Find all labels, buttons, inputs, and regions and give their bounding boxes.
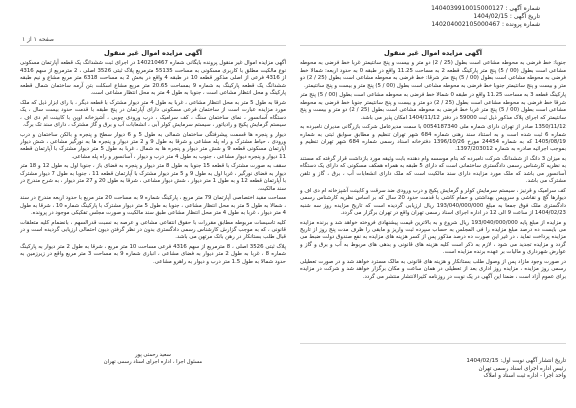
paragraph: شرقا به طول 5 متر به محل انتظار مشاعی ، غربا به طول 4 متر دیوار مشترک با قطعه دیگر ، با رای ابزار ذیل که ملک مورد مزایده عبارت است از ساختمان فرعی مسکونی دارای آپارتمان در پنج طبقه با قدمت حدود بیست سال ، یک دستگاه آسانسور ، نمای ساختمان سنگ ، کف سرامیک ، درب ورودی چوبی ، آشپزخانه اوپن با کابینت ام دی اف ، سیستم گرمایش پکیج و رادیاتور ، سیستم سرمایش کولر آبی ، انشعابات آب و برق و گاز مشترک ، دارای سند تک برگ. <box>20 99 286 129</box>
left-column <box>20 45 286 268</box>
paragraph: پلاک ثبتی 3526 اصلی ، 8 مترمربع از سهم 4316 فرعی مساحت 10 متر مربع ، شرقا به طول 2 متر دیوار به پارکینگ شماره 8 ، غربا به طول 2 متر دیوار به فضای مشاعی ، انباری شماره 9 به مساحت 3 متر مربع واقع در زیرزمین به حدود شمالا به طول 1.5 متر درب و دیوار به راهرو مشاعی. <box>20 243 286 265</box>
paragraph: کف سرامیک و قرنیز ، سیستم سرمایش کولر و گرمایش پکیج و درب ورودی ضد سرقت و کابینت آشپزخانه ام دی اف و دیوارها گچ و نقاشی و سرویس بهداشتی و حمام کاشی با قدمت حدود 20 سال که بر اساس نظریه کارشناس رسمی دادگستری ملک فوق جمعا به مبلغ 193/040/000/000 ریال ارزیابی گردیده است که تاریخ مزایده روز سه شنبه 1404/02/23 از ساعت 9 الی 12 در اداره اجرای اسناد رسمی تهران واقع در تهران برگزار می گردد. <box>300 187 566 217</box>
paragraph: آگهی مزایده اموال غیر منقول پرونده بایگانی شماره 140210467 در اجرای ثبت ششدانگ یک قطعه آپارتمان مسکونی نوع مالکیت مطلق با کاربری مسکونی به مساحت 55135 مترمربع پلاک ثبتی 3526 اصلی ، 2 مترمربع از سهم 4316 از 4316 فرعی از اصلی مذکور قطعه 10 در طبقه 4 واقع در بخش 2 به مساحت 6318 متر مربع مشاع و نیم طبقه ششدانگ یک قطعه پارکینگ به شماره 9 بمساحت 20.65 متر مربع مشاع اسکلت بتن آرمه ساختمان شمال قطعه پارکینگ و محل انتظار مشاعی است ، جنوبا به طول 4 متر به محل انتظار مشاعی است. <box>20 60 286 97</box>
paragraph: جنوبا: خط فرضی به محوطه مشاعی است بطول (25 / 2) دو متر و بیست و پنج سانتیمتر غربا خط فرضی به محوطه مشاعی است بطول (00 / 5) پنج متر پارکینگ قطعه 2 به مساحت 11.25 واقع در طبقه 0 به حدود اربعه: شمالا خط فرضی به محوطه مشاعی است بطول (00 / 5) پنج متر شرقا: خط فرضی به محوطه مشاعی است بطول (25 / 2) دو متر و بیست و پنج سانتیمتر جنوبا خط فرضی به محوطه مشاعی است بطول (00 / 5) پنج متر و بیست و پنج سانتیمتر. <box>300 60 566 89</box>
left-column-title: آگهی مزایده اموال غیر منقول <box>103 49 203 57</box>
ad-metadata <box>300 5 540 29</box>
officer-title: رئیس اداره اجرای اسناد رسمی تهران <box>478 365 566 372</box>
publish-date: تاریخ انتشار آگهی نوبت اول: 1404/02/15 <box>466 358 566 364</box>
paragraph: و مزایده از مبلغ پایه 193/040/000/000 ریال شروع و به بالاترین قیمت پیشنهادی فروخته خواهد شد و برنده مزایده می بایست ده درصد مبلغ مزایده را فی المجلس به حساب سپرده ثبت واریز و مابقی را ظرف مدت پنج روز از تاریخ مزایده پرداخت نماید ، در غیر این صورت ده درصد مذکور پس از کسر هزینه های مزایده به نفع صندوق دولت ضبط می گردد و مزایده تجدید می شود ، لازم به ذکر است کلیه هزینه های قانونی و بدهی های مربوط به آب و برق و گاز و عوارض شهرداری و مالیات بر عهده برنده مزایده است. <box>300 219 566 256</box>
paragraph: سقف به صورت مشترک با قطعه 15 جنوبا به طول 8 متر دیوار و پنجره به فضای باز ، جنوبا اول به طول 12 و 18 متر دیوار به فضای نورگیر ، غربا اول به طول 9 و 5 متر دیوار مشترک با آپارتمان قطعه 11 ، جنوبا به طول 7 دیوار مشترک با آپارتمان قطعه 12 و به طول 1 متر دیوار ، شش دیوار مشاعی ، شرقا به طول 20 و 27 متر دیوار ، به شرح مندرج در سند مالکیت. <box>20 163 286 192</box>
paragraph: دیوار و پنجره ها قسمت پیشرفتگی ساختمان شمالی به طول 5 و 6 دیوار سطح و پنجره و بالکن ساختمان و درب ورودی ، حیاط مشترک و راه پله مشاعی و شرقا به طول 9 و 2 متر دیوار و پنجره ها به نورگیر مشاعی ، شش دیوار آپارتمان مسکونی قطعه 9 و شش متر دیوار و پنجره ها به شمال ، غربا به طول 5 متر دیوار مشترک با آپارتمان قطعه 11 دیوار و پنجره دیوار مشاعی ، جنوب به طول 4 متر درب و دیوار ، آسانسور و راه پله مشاعی. <box>20 131 286 160</box>
right-column <box>300 45 566 283</box>
unit-name: واحد اجرا - اداره ثبت اسناد و املاک <box>483 373 566 379</box>
right-column-title: آگهی مزایده اموال غیر منقول <box>383 49 483 57</box>
signer-role: مسئول اجرا ، اداره اجرای اسناد رسمی تهران <box>103 359 203 365</box>
paragraph: کلیه تاسیسات مربوطه مطابق مقررات با حقوق انتفاعی مشاعی و عرصه به نسبت قدرالسهم ، بانضمام کلیه متعلقات قانونی ، که به موجب گزارش کارشناس رسمی دادگستری بدون در نظر گرفتن دیون احتمالی ارزیابی گردیده است و در قبال طلب بستانکار در رهن بانک مرتهن می باشد. <box>20 219 286 241</box>
paragraph: در صورت وجود مازاد پس از وصول طلب بستانکار و هزینه های قانونی به مالک مسترد خواهد شد و در صورت تعطیلی رسمی روز مزایده ، مزایده روز اداری بعد از تعطیلی در همان ساعت و مکان برگزار خواهد شد و شرکت در مزایده برای عموم آزاد است ، ضمنا این آگهی در یک نوبت در روزنامه کثیرالانتشار منتشر می گردد. <box>300 258 566 280</box>
signature-block <box>20 352 286 366</box>
file-number: شماره پرونده : 140204002105000467 <box>431 21 540 28</box>
paragraph: به میزان 3 دانگ از ششدانگ شرکت نامبرده که بنام موسسه وام دهنده بابت وثیقه مورد بازداشت قرار گرفته که مستند به نظریه کارشناس رسمی دادگستری ساختمانی است که دارای 5 طبقه به همراه همکف مسکونی که دارای یک دستگاه آسانسور می باشد که ملک مورد مزایده دارای سند مالکیت است که ملک دارای انشعابات آب ، برق ، گاز و تلفن مشترک می باشد. <box>300 155 566 185</box>
paragraph: پارکینگ قطعه 3 به مساحت 11.25 واقع در طبقه 0 شمالا خط فرضی به محوطه مشاعی است بطول (00 / 5) پنج متر شرقا خط فرضی به محوطه مشاعی است بطول (25 / 2) دو متر و بیست و پنج سانتیمتر جنوبا خط فرضی به محوطه مشاعی است بطول (00 / 5) پنج متر غربا خط فرضی به محوطه مشاعی است بطول (25 / 2) دو متر و بیست و پنج سانتیمتر که اجرای پلاک مذکور ذیل ثبت 59000 در دفتر 1404/11/12 امکان پذیر می باشد. <box>300 92 566 121</box>
page-number: صفحه ۱ از ۱ <box>22 36 54 43</box>
paragraph: مساحت مفید اختصاصی آپارتمان 79 متر مربع ، پارکینگ شماره 9 به مساحت 20 متر مربع با حدود اربعه مندرج در سند ، شمالا به طول 5 متر به محل انتظار مشاعی ، جنوبا به طول 5 متر دیوار مشترک با پارکینگ شماره 10 ، شرقا به طول 4 متر دیوار ، غربا به طول 4 متر محل انتظار مشاعی طبق سند مالکیت و صورت مجلس تفکیکی موجود در پرونده. <box>20 195 286 217</box>
ad-number: شماره آگهی : 1404039910015000127 <box>431 5 540 12</box>
footer-divider <box>300 343 566 344</box>
ad-footer <box>300 358 566 381</box>
signer-name: سعید رحمتی ‌پور <box>135 352 171 358</box>
paragraph: 1350/11/12 صادر از تهران دارای شماره ملی 0054187340 با سمت مدیرعامل شرکت بازرگانی مدیران نامبرده به شماره 6 ثبت شده است و به استناد سند رهنی شماره 684 شهر تهران تنظیم و مطابق سوابق ثبتی به شماره 1405/08/19 که به شماره 24454 مورخ 1396/10/26 دفترخانه اسناد رسمی شماره 684 شهر تهران تنظیم و بموجب اجرائیه صادره به شماره 1397/203012. <box>300 124 566 153</box>
ad-date: تاریخ آگهی : 1404/02/15 <box>473 13 540 20</box>
